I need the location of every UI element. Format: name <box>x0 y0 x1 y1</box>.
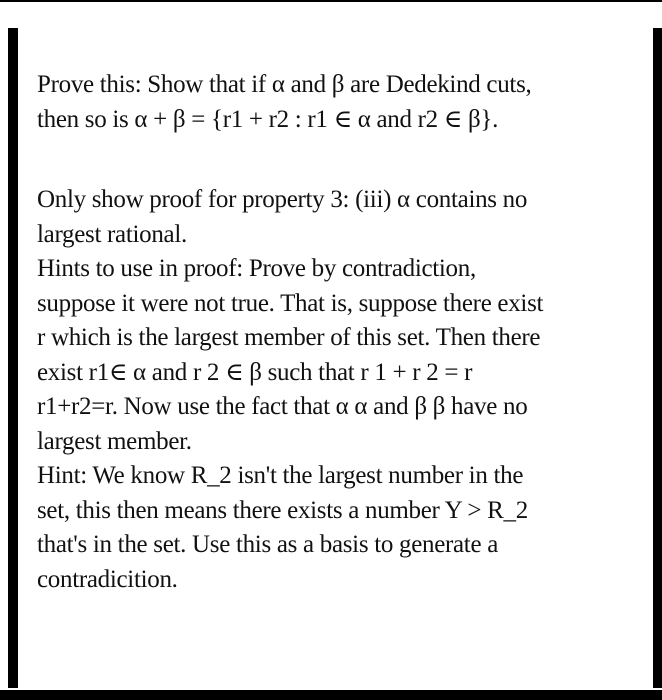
top-border-line <box>0 0 662 2</box>
right-border-bar <box>653 28 662 688</box>
text-line: Hint: We know R_2 isn't the largest number in the <box>37 462 524 489</box>
text-line: Only show proof for property 3: (iii) α contains no <box>37 186 528 213</box>
text-line: suppose it were not true. That is, suppose there exist <box>37 289 544 317</box>
text-line: largest member. <box>37 427 192 455</box>
text-line: largest rational. <box>37 220 187 248</box>
bottom-border-bar <box>0 690 662 700</box>
left-border-bar <box>8 28 18 688</box>
question-text-block <box>37 68 637 597</box>
hint-paragraph-2 <box>37 459 637 597</box>
text-line: set, this then means there exists a number Y > R_2 <box>37 496 528 524</box>
text-line: r1+r2=r. Now use the fact that α α and β β have no <box>37 393 528 420</box>
text-line: Hints to use in proof: Prove by contradiction, <box>37 255 476 282</box>
instruction-paragraph <box>37 183 637 252</box>
text-line: contradicition. <box>37 565 178 593</box>
hint-paragraph-1 <box>37 252 637 459</box>
text-line: then so is α + β = {r1 + r2 : r1 ∈ α and r2 ∈ β}. <box>37 105 499 133</box>
prompt-paragraph <box>37 68 637 137</box>
text-line: that's in the set. Use this as a basis to generate a <box>37 531 498 558</box>
paragraph-gap <box>37 137 637 183</box>
text-line: r which is the largest member of this set. Then there <box>37 324 541 351</box>
text-line: exist r1∈ α and r 2 ∈ β such that r 1 + r 2 = r <box>37 358 473 386</box>
text-line: Prove this: Show that if α and β are Dedekind cuts, <box>37 71 532 98</box>
